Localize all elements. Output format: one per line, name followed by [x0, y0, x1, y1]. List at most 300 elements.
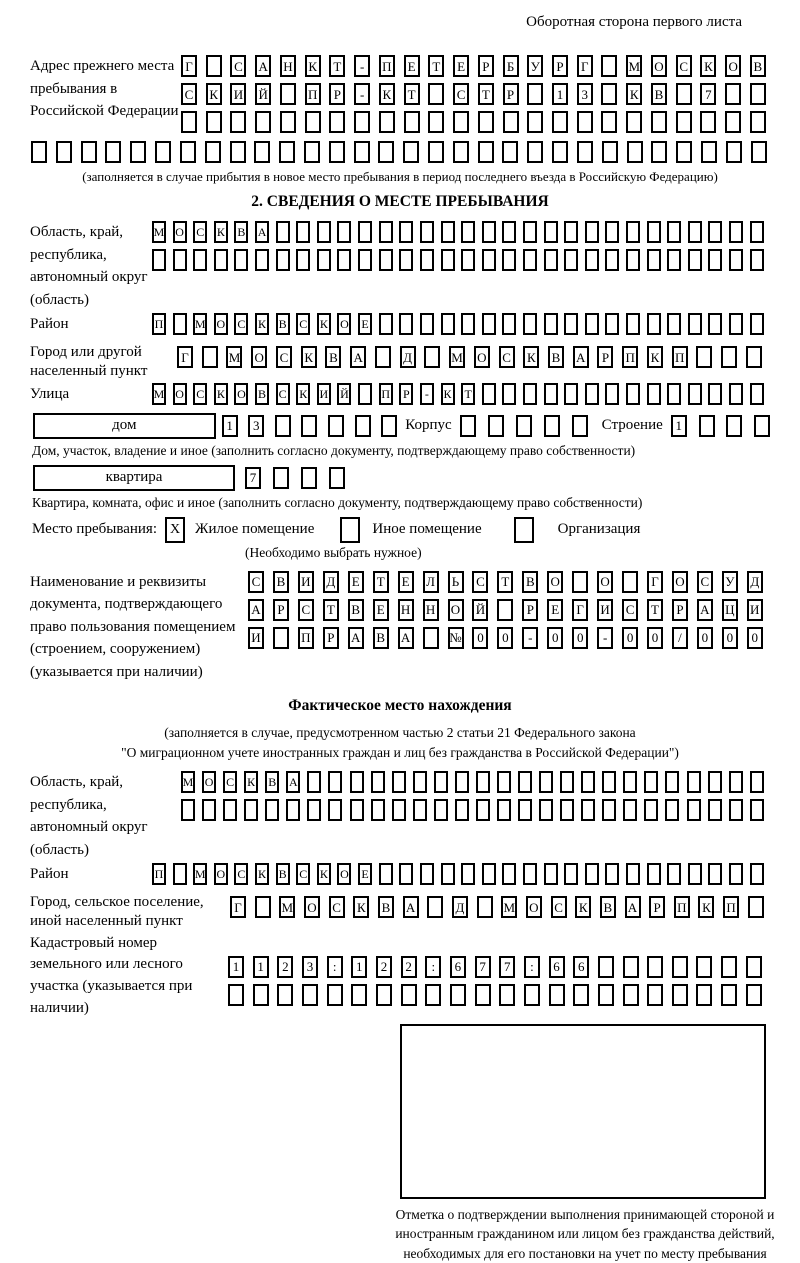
char-cell[interactable]: Т: [497, 571, 513, 593]
char-cell[interactable]: К: [626, 83, 642, 105]
char-cell[interactable]: [647, 221, 661, 243]
char-cell[interactable]: [152, 249, 166, 271]
char-cell[interactable]: Р: [649, 896, 665, 918]
char-cell[interactable]: Е: [404, 55, 420, 77]
char-cell[interactable]: [750, 111, 766, 133]
char-cell[interactable]: [665, 799, 679, 821]
char-cell[interactable]: Т: [404, 83, 420, 105]
char-cell[interactable]: [482, 383, 496, 405]
char-cell[interactable]: К: [441, 383, 455, 405]
char-cell[interactable]: В: [378, 896, 394, 918]
char-cell[interactable]: Г: [230, 896, 246, 918]
char-cell[interactable]: [729, 383, 743, 405]
char-cell[interactable]: [371, 799, 385, 821]
char-cell[interactable]: Й: [337, 383, 351, 405]
char-cell[interactable]: В: [273, 571, 289, 593]
char-cell[interactable]: [585, 221, 599, 243]
char-cell[interactable]: Р: [522, 599, 538, 621]
char-cell[interactable]: [667, 863, 681, 885]
char-cell[interactable]: [378, 141, 394, 163]
char-cell[interactable]: И: [298, 571, 314, 593]
char-cell[interactable]: [721, 956, 737, 978]
residential-checkbox[interactable]: X: [165, 517, 185, 543]
char-cell[interactable]: С: [296, 863, 310, 885]
char-cell[interactable]: К: [214, 221, 228, 243]
char-cell[interactable]: П: [379, 55, 395, 77]
char-cell[interactable]: [602, 771, 616, 793]
char-cell[interactable]: [687, 799, 701, 821]
char-cell[interactable]: [181, 799, 195, 821]
char-cell[interactable]: [564, 221, 578, 243]
char-cell[interactable]: [622, 571, 638, 593]
char-cell[interactable]: [585, 249, 599, 271]
char-cell[interactable]: [155, 141, 171, 163]
char-cell[interactable]: [420, 863, 434, 885]
char-cell[interactable]: 1: [351, 956, 367, 978]
char-cell[interactable]: [750, 313, 764, 335]
char-cell[interactable]: С: [697, 571, 713, 593]
char-cell[interactable]: И: [747, 599, 763, 621]
char-cell[interactable]: [453, 141, 469, 163]
char-cell[interactable]: [223, 799, 237, 821]
char-cell[interactable]: [302, 984, 318, 1006]
char-cell[interactable]: [317, 249, 331, 271]
char-cell[interactable]: [577, 111, 593, 133]
char-cell[interactable]: Е: [348, 571, 364, 593]
char-cell[interactable]: В: [600, 896, 616, 918]
char-cell[interactable]: В: [373, 627, 389, 649]
char-cell[interactable]: [499, 984, 515, 1006]
char-cell[interactable]: П: [152, 863, 166, 885]
char-cell[interactable]: [461, 313, 475, 335]
char-cell[interactable]: [180, 141, 196, 163]
char-cell[interactable]: [173, 249, 187, 271]
char-cell[interactable]: С: [329, 896, 345, 918]
char-cell[interactable]: [527, 83, 543, 105]
char-cell[interactable]: [527, 111, 543, 133]
char-cell[interactable]: [455, 771, 469, 793]
char-cell[interactable]: [476, 799, 490, 821]
char-cell[interactable]: [358, 249, 372, 271]
char-cell[interactable]: [214, 249, 228, 271]
char-cell[interactable]: [688, 221, 702, 243]
char-cell[interactable]: [420, 249, 434, 271]
char-cell[interactable]: [651, 141, 667, 163]
char-cell[interactable]: [427, 896, 443, 918]
char-cell[interactable]: Л: [423, 571, 439, 593]
char-cell[interactable]: [205, 141, 221, 163]
char-cell[interactable]: [497, 771, 511, 793]
char-cell[interactable]: [602, 799, 616, 821]
char-cell[interactable]: Г: [577, 55, 593, 77]
char-cell[interactable]: [688, 249, 702, 271]
char-cell[interactable]: [404, 111, 420, 133]
char-cell[interactable]: А: [350, 346, 366, 368]
char-cell[interactable]: Д: [323, 571, 339, 593]
char-cell[interactable]: [502, 383, 516, 405]
char-cell[interactable]: [696, 346, 712, 368]
char-cell[interactable]: [516, 415, 532, 437]
char-cell[interactable]: [750, 221, 764, 243]
char-cell[interactable]: 0: [547, 627, 563, 649]
char-cell[interactable]: К: [700, 55, 716, 77]
char-cell[interactable]: О: [251, 346, 267, 368]
char-cell[interactable]: И: [317, 383, 331, 405]
char-cell[interactable]: А: [403, 896, 419, 918]
char-cell[interactable]: [475, 984, 491, 1006]
char-cell[interactable]: [626, 111, 642, 133]
char-cell[interactable]: [708, 799, 722, 821]
char-cell[interactable]: О: [304, 896, 320, 918]
char-cell[interactable]: [276, 221, 290, 243]
char-cell[interactable]: [399, 863, 413, 885]
char-cell[interactable]: [358, 221, 372, 243]
char-cell[interactable]: П: [379, 383, 393, 405]
char-cell[interactable]: [265, 799, 279, 821]
char-cell[interactable]: [502, 863, 516, 885]
char-cell[interactable]: И: [248, 627, 264, 649]
char-cell[interactable]: [601, 111, 617, 133]
char-cell[interactable]: [428, 83, 444, 105]
char-cell[interactable]: 7: [700, 83, 716, 105]
char-cell[interactable]: Т: [323, 599, 339, 621]
char-cell[interactable]: [605, 221, 619, 243]
char-cell[interactable]: В: [651, 83, 667, 105]
char-cell[interactable]: [273, 627, 289, 649]
char-cell[interactable]: [605, 383, 619, 405]
char-cell[interactable]: [355, 415, 371, 437]
char-cell[interactable]: [428, 141, 444, 163]
char-cell[interactable]: [750, 83, 766, 105]
char-cell[interactable]: 1: [552, 83, 568, 105]
char-cell[interactable]: [676, 111, 692, 133]
char-cell[interactable]: [647, 313, 661, 335]
char-cell[interactable]: А: [255, 55, 271, 77]
char-cell[interactable]: К: [353, 896, 369, 918]
char-cell[interactable]: [234, 249, 248, 271]
char-cell[interactable]: [273, 467, 289, 489]
char-cell[interactable]: О: [597, 571, 613, 593]
char-cell[interactable]: [441, 221, 455, 243]
char-cell[interactable]: 1: [222, 415, 238, 437]
char-cell[interactable]: -: [354, 55, 370, 77]
char-cell[interactable]: [721, 984, 737, 1006]
char-cell[interactable]: [665, 771, 679, 793]
char-cell[interactable]: В: [522, 571, 538, 593]
char-cell[interactable]: О: [672, 571, 688, 593]
char-cell[interactable]: [601, 83, 617, 105]
char-cell[interactable]: [699, 415, 715, 437]
char-cell[interactable]: [729, 249, 743, 271]
char-cell[interactable]: [667, 383, 681, 405]
char-cell[interactable]: [573, 984, 589, 1006]
char-cell[interactable]: Н: [398, 599, 414, 621]
char-cell[interactable]: [552, 141, 568, 163]
char-cell[interactable]: [206, 55, 222, 77]
char-cell[interactable]: [539, 799, 553, 821]
char-cell[interactable]: П: [298, 627, 314, 649]
char-cell[interactable]: 1: [671, 415, 687, 437]
char-cell[interactable]: [328, 415, 344, 437]
char-cell[interactable]: [626, 221, 640, 243]
char-cell[interactable]: [524, 984, 540, 1006]
char-cell[interactable]: [725, 83, 741, 105]
char-cell[interactable]: [623, 956, 639, 978]
char-cell[interactable]: [502, 221, 516, 243]
char-cell[interactable]: [688, 863, 702, 885]
char-cell[interactable]: [676, 83, 692, 105]
char-cell[interactable]: [721, 346, 737, 368]
char-cell[interactable]: О: [337, 313, 351, 335]
char-cell[interactable]: [750, 863, 764, 885]
char-cell[interactable]: И: [230, 83, 246, 105]
char-cell[interactable]: [626, 249, 640, 271]
char-cell[interactable]: [460, 415, 476, 437]
char-cell[interactable]: [56, 141, 72, 163]
char-cell[interactable]: С: [472, 571, 488, 593]
char-cell[interactable]: [623, 984, 639, 1006]
char-cell[interactable]: [552, 111, 568, 133]
char-cell[interactable]: [667, 221, 681, 243]
char-cell[interactable]: [206, 111, 222, 133]
char-cell[interactable]: С: [499, 346, 515, 368]
char-cell[interactable]: [277, 984, 293, 1006]
char-cell[interactable]: 1: [253, 956, 269, 978]
char-cell[interactable]: 0: [697, 627, 713, 649]
char-cell[interactable]: [497, 599, 513, 621]
char-cell[interactable]: [399, 313, 413, 335]
char-cell[interactable]: У: [722, 571, 738, 593]
char-cell[interactable]: Д: [452, 896, 468, 918]
char-cell[interactable]: [598, 956, 614, 978]
char-cell[interactable]: [173, 863, 187, 885]
char-cell[interactable]: Б: [503, 55, 519, 77]
char-cell[interactable]: [544, 415, 560, 437]
char-cell[interactable]: В: [234, 221, 248, 243]
char-cell[interactable]: [746, 346, 762, 368]
char-cell[interactable]: Р: [597, 346, 613, 368]
char-cell[interactable]: 7: [245, 467, 261, 489]
house-type-box[interactable]: дом: [33, 413, 216, 439]
char-cell[interactable]: В: [548, 346, 564, 368]
char-cell[interactable]: Р: [323, 627, 339, 649]
char-cell[interactable]: [623, 771, 637, 793]
char-cell[interactable]: [379, 249, 393, 271]
char-cell[interactable]: С: [296, 313, 310, 335]
char-cell[interactable]: [254, 141, 270, 163]
char-cell[interactable]: У: [527, 55, 543, 77]
char-cell[interactable]: [441, 249, 455, 271]
char-cell[interactable]: [560, 799, 574, 821]
char-cell[interactable]: О: [725, 55, 741, 77]
char-cell[interactable]: [379, 863, 393, 885]
char-cell[interactable]: [647, 956, 663, 978]
char-cell[interactable]: [420, 221, 434, 243]
char-cell[interactable]: И: [597, 599, 613, 621]
char-cell[interactable]: [461, 863, 475, 885]
char-cell[interactable]: А: [398, 627, 414, 649]
char-cell[interactable]: [696, 956, 712, 978]
char-cell[interactable]: В: [265, 771, 279, 793]
char-cell[interactable]: [280, 111, 296, 133]
char-cell[interactable]: [729, 313, 743, 335]
char-cell[interactable]: [307, 771, 321, 793]
char-cell[interactable]: 1: [228, 956, 244, 978]
char-cell[interactable]: [502, 249, 516, 271]
char-cell[interactable]: [350, 771, 364, 793]
char-cell[interactable]: [750, 771, 764, 793]
char-cell[interactable]: [750, 383, 764, 405]
char-cell[interactable]: [423, 627, 439, 649]
char-cell[interactable]: :: [524, 956, 540, 978]
char-cell[interactable]: [399, 249, 413, 271]
char-cell[interactable]: [275, 415, 291, 437]
char-cell[interactable]: К: [214, 383, 228, 405]
char-cell[interactable]: [585, 313, 599, 335]
char-cell[interactable]: Т: [461, 383, 475, 405]
char-cell[interactable]: К: [647, 346, 663, 368]
char-cell[interactable]: 0: [747, 627, 763, 649]
char-cell[interactable]: 7: [499, 956, 515, 978]
char-cell[interactable]: Ц: [722, 599, 738, 621]
char-cell[interactable]: :: [327, 956, 343, 978]
char-cell[interactable]: [286, 799, 300, 821]
char-cell[interactable]: П: [152, 313, 166, 335]
char-cell[interactable]: А: [348, 627, 364, 649]
char-cell[interactable]: [105, 141, 121, 163]
char-cell[interactable]: [746, 984, 762, 1006]
char-cell[interactable]: О: [651, 55, 667, 77]
char-cell[interactable]: [461, 249, 475, 271]
char-cell[interactable]: А: [697, 599, 713, 621]
char-cell[interactable]: А: [286, 771, 300, 793]
char-cell[interactable]: С: [676, 55, 692, 77]
char-cell[interactable]: К: [698, 896, 714, 918]
char-cell[interactable]: [726, 415, 742, 437]
char-cell[interactable]: М: [181, 771, 195, 793]
char-cell[interactable]: [478, 141, 494, 163]
char-cell[interactable]: [488, 415, 504, 437]
char-cell[interactable]: [482, 221, 496, 243]
char-cell[interactable]: [305, 111, 321, 133]
char-cell[interactable]: [230, 141, 246, 163]
char-cell[interactable]: Т: [428, 55, 444, 77]
char-cell[interactable]: 2: [376, 956, 392, 978]
char-cell[interactable]: Е: [358, 863, 372, 885]
char-cell[interactable]: [453, 111, 469, 133]
char-cell[interactable]: В: [276, 863, 290, 885]
char-cell[interactable]: [598, 984, 614, 1006]
char-cell[interactable]: [726, 141, 742, 163]
char-cell[interactable]: К: [244, 771, 258, 793]
char-cell[interactable]: [544, 249, 558, 271]
char-cell[interactable]: [279, 141, 295, 163]
char-cell[interactable]: М: [449, 346, 465, 368]
char-cell[interactable]: Е: [358, 313, 372, 335]
char-cell[interactable]: [354, 141, 370, 163]
char-cell[interactable]: [544, 221, 558, 243]
char-cell[interactable]: [424, 346, 440, 368]
char-cell[interactable]: [434, 771, 448, 793]
char-cell[interactable]: С: [453, 83, 469, 105]
char-cell[interactable]: [376, 984, 392, 1006]
char-cell[interactable]: [729, 863, 743, 885]
char-cell[interactable]: С: [230, 55, 246, 77]
char-cell[interactable]: [729, 799, 743, 821]
char-cell[interactable]: [518, 771, 532, 793]
char-cell[interactable]: [413, 799, 427, 821]
char-cell[interactable]: О: [214, 863, 228, 885]
char-cell[interactable]: М: [279, 896, 295, 918]
char-cell[interactable]: [399, 221, 413, 243]
char-cell[interactable]: [375, 346, 391, 368]
char-cell[interactable]: [667, 249, 681, 271]
char-cell[interactable]: 6: [549, 956, 565, 978]
char-cell[interactable]: О: [214, 313, 228, 335]
char-cell[interactable]: [585, 383, 599, 405]
char-cell[interactable]: [280, 83, 296, 105]
char-cell[interactable]: К: [255, 313, 269, 335]
char-cell[interactable]: [392, 799, 406, 821]
char-cell[interactable]: [202, 346, 218, 368]
char-cell[interactable]: Н: [423, 599, 439, 621]
char-cell[interactable]: [130, 141, 146, 163]
char-cell[interactable]: [301, 415, 317, 437]
char-cell[interactable]: [358, 383, 372, 405]
char-cell[interactable]: [572, 571, 588, 593]
char-cell[interactable]: [441, 313, 455, 335]
char-cell[interactable]: [329, 141, 345, 163]
char-cell[interactable]: [581, 771, 595, 793]
char-cell[interactable]: [502, 313, 516, 335]
char-cell[interactable]: [173, 313, 187, 335]
char-cell[interactable]: К: [379, 83, 395, 105]
char-cell[interactable]: К: [296, 383, 310, 405]
char-cell[interactable]: [328, 799, 342, 821]
char-cell[interactable]: Т: [478, 83, 494, 105]
char-cell[interactable]: [450, 984, 466, 1006]
char-cell[interactable]: /: [672, 627, 688, 649]
char-cell[interactable]: С: [193, 221, 207, 243]
char-cell[interactable]: С: [223, 771, 237, 793]
char-cell[interactable]: [564, 383, 578, 405]
char-cell[interactable]: [255, 896, 271, 918]
char-cell[interactable]: М: [193, 313, 207, 335]
char-cell[interactable]: [644, 799, 658, 821]
char-cell[interactable]: [392, 771, 406, 793]
char-cell[interactable]: [477, 896, 493, 918]
char-cell[interactable]: Е: [398, 571, 414, 593]
char-cell[interactable]: [307, 799, 321, 821]
char-cell[interactable]: Р: [503, 83, 519, 105]
char-cell[interactable]: А: [573, 346, 589, 368]
char-cell[interactable]: [708, 863, 722, 885]
char-cell[interactable]: [601, 55, 617, 77]
char-cell[interactable]: С: [234, 863, 248, 885]
char-cell[interactable]: Д: [747, 571, 763, 593]
char-cell[interactable]: [750, 249, 764, 271]
char-cell[interactable]: П: [674, 896, 690, 918]
char-cell[interactable]: М: [501, 896, 517, 918]
char-cell[interactable]: [527, 141, 543, 163]
char-cell[interactable]: С: [248, 571, 264, 593]
char-cell[interactable]: М: [193, 863, 207, 885]
char-cell[interactable]: [687, 771, 701, 793]
char-cell[interactable]: В: [348, 599, 364, 621]
char-cell[interactable]: Е: [547, 599, 563, 621]
char-cell[interactable]: [626, 383, 640, 405]
char-cell[interactable]: О: [202, 771, 216, 793]
